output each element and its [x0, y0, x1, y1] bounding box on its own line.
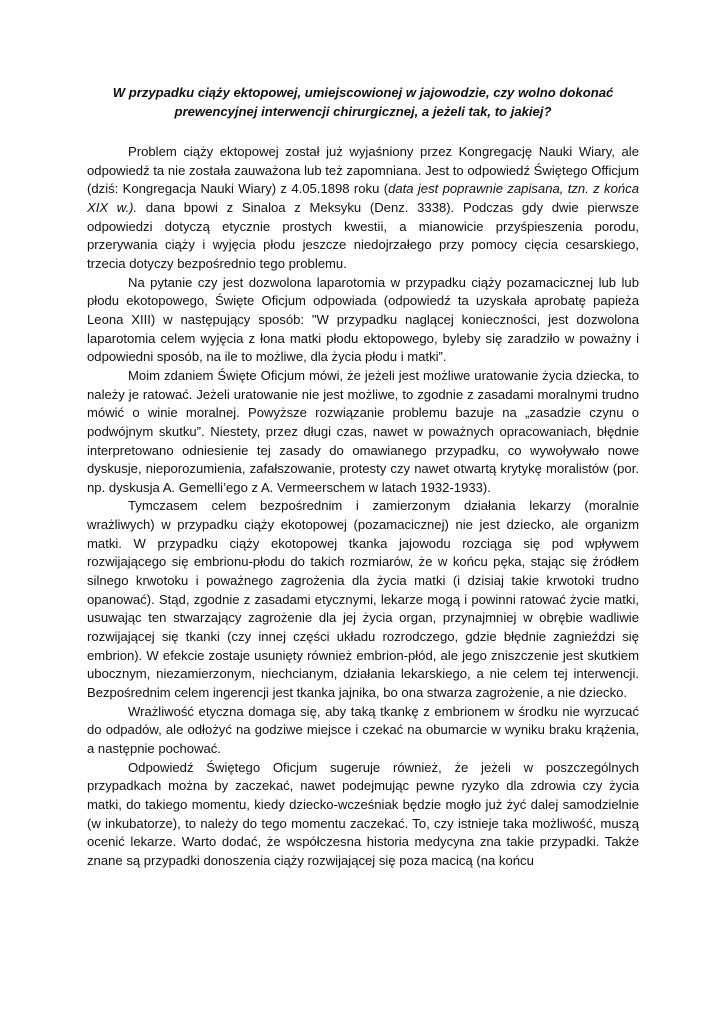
title-line-2: prewencyjnej interwencji chirurgicznej, a jeżeli tak, to jakiej? — [174, 103, 552, 119]
paragraph-2: Na pytanie czy jest dozwolona laparotomia w przypadku ciąży pozamacicznej lub lub płodu ekotopowego, Święte Oficjum odpowiada (odpowiedź ta uzyskała aprobatę papieża Leona XIII) w następujący sposób: "W przypadku naglącej konieczności, jest dozwolona laparotomia celem wyjęcia z łona matki płodu ektopowego, byleby się zaradziło w poważny i odpowiedni sposób, na ile to możliwe, dla życia płodu i matki”. — [87, 274, 639, 365]
paragraph-1-text-b: dana bpowi z Sinaloa z Meksyku (Denz. 3338). Podczas gdy dwie pierwsze odpowiedzi dotyczą etycznie prostych kwestii, a mianowicie przyśpieszenia porodu, przerywania ciąży i wyjęcia płodu jeszcze niedojrzałego przy pomocy cięcia cesarskiego, trzecia dotyczy bezpośrednio tego problemu. — [87, 199, 639, 271]
paragraph-1-text-a: Problem ciąży ektopowej został już wyjaśniony przez Kongregację Nauki Wiary, ale odpowiedź ta nie została zauważona lub też zapomniana. Jest to odpowiedź Świętego Officjum (dziś: Kongregacja Nauki Wiary) z 4.05.1898 roku ( — [87, 144, 639, 197]
paragraph-1 — [87, 143, 639, 274]
document-title — [87, 84, 639, 121]
paragraph-4: Tymczasem celem bezpośrednim i zamierzonym działania lekarzy (moralnie wrażliwych) w przypadku ciąży ekotopowej (pozamacicznej) nie jest dziecko, ale organizm matki. W przypadku ciąży ekotopowej tkanka jajowodu rozciąga się pod wpływem rozwijającego się embrionu-płodu do takich rozmiarów, że w końcu pęka, stając się źródłem silnego krwotoku i poważnego zagrożenia dla życia matki (i dzisiaj takie krwotoki trudno opanować). Stąd, zgodnie z zasadami etycznymi, lekarze mogą i powinni ratować życie matki, usuwając ten stwarzający zagrożenie dla jej życia organ, przynajmniej w obrębie wadliwie rozwijającej się tkanki (czy innej części układu rozrodczego, gdzie błędnie zagnieździ się embrion). W efekcie zostaje usunięty również embrion-płód, ale jego zniszczenie jest skutkiem ubocznym, niezamierzonym, niechcianym, działania lekarskiego, a nie celem tej interwencji. Bezpośrednim celem ingerencji jest tkanka jajnika, bo ona stwarza zagrożenie, a nie dziecko. — [87, 498, 639, 701]
paragraph-1-italic-note: data jest poprawnie zapisana, tzn. z końca XIX w.). — [87, 181, 640, 215]
title-line-1: W przypadku ciąży ektopowej, umiejscowionej w jajowodzie, czy wolno dokonać — [112, 85, 614, 100]
paragraph-6: Odpowiedź Świętego Oficjum sugeruje również, że jeżeli w poszczególnych przypadkach można by zaczekać, nawet podejmując pewne ryzyko dla zdrowia czy życia matki, do takiego momentu, kiedy dziecko-wcześniak będzie mogło już żyć dalej samodzielnie (w inkubatorze), to należy do tego momentu zaczekać. To, czy istnieje taka możliwość, muszą ocenić lekarze. Warto dodać, że współczesna historia medycyna zna takie przypadki. Także znane są przypadki donoszenia ciąży rozwijającej się poza macicą (na końcu — [87, 759, 639, 868]
paragraph-3: Moim zdaniem Święte Oficjum mówi, że jeżeli jest możliwe uratowanie życia dziecka, to należy je ratować. Jeżeli uratowanie nie jest możliwe, to zgodnie z zasadami moralnymi trudno mówić o winie moralnej. Powyższe rozwiązanie problemu bazuje na „zasadzie czynu o podwójnym skutku”. Niestety, przez długi czas, nawet w poważnych opracowaniach, błędnie interpretowano odniesienie tej zasady do omawianego przypadku, co wywoływało nowe dyskusje, nieporozumienia, zafałszowanie, protesty czy nawet otwartą krytykę moralistów (por. np. dyskusja A. Gemelli’ego z A. Vermeerschem w latach 1932-1933). — [87, 367, 639, 495]
paragraph-5: Wrażliwość etyczna domaga się, aby taką tkankę z embrionem w środku nie wyrzucać do odpadów, ale odłożyć na godziwe miejsce i czekać na obumarcie w wyniku braku krążenia, a następnie pochować. — [87, 703, 639, 756]
document-page — [87, 84, 639, 871]
